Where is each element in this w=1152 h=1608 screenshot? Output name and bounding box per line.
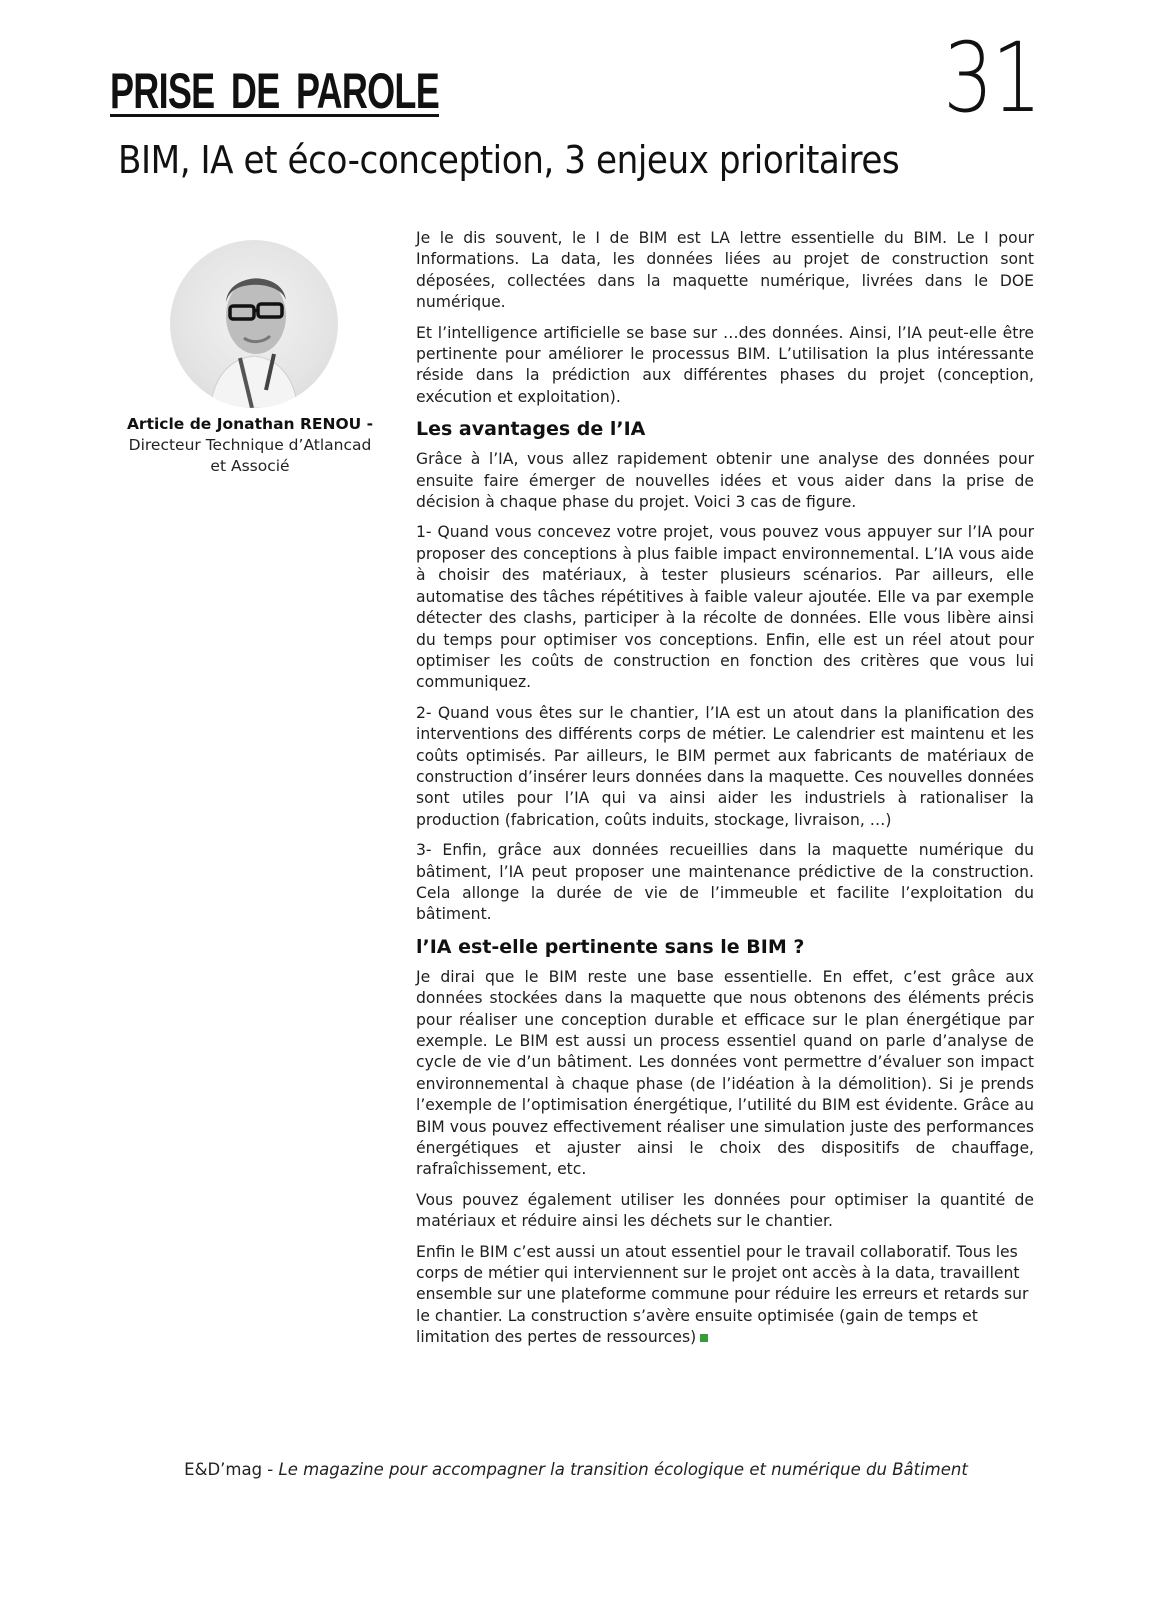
paragraph: 3- Enfin, grâce aux données recueillies dans la maquette numérique du bâtiment, l’IA peut proposer une maintenance prédictive de la construction. Cela allonge la durée de vie de l’immeuble et facilite l’exploitation du bâtiment. (416, 841, 1034, 924)
paragraph: 2- Quand vous êtes sur le chantier, l’IA est un atout dans la planification des interventions des différents corps de métier. Le calendrier est maintenu et les coûts optimisés. Par ailleurs, le BIM permet aux fabricants de matériaux de construction d’insérer leurs données dans la maquette. Ces nouvelles données sont utiles pour l’IA qui va ainsi aider les industriels à rationaliser la production (fabrication, coûts induits, stockage, livraison, …) (416, 703, 1034, 829)
footer-tagline: Le magazine pour accompagner la transition écologique et numérique du Bâtiment (278, 1460, 968, 1479)
article-body (416, 228, 1034, 1358)
paragraph-text: Enfin le BIM c’est aussi un atout essentiel pour le travail collaboratif. Tous les corps de métier qui interviennent sur le projet ont accès à la data, travaillent ensemble sur une plateforme commune pour réduire les erreurs et retards sur le chantier. La construction s’avère ensuite optimisée (gain de temps et limitation des pertes de ressources) (416, 1242, 1029, 1347)
article-subtitle: BIM, IA et éco-conception, 3 enjeux prioritaires (118, 138, 900, 182)
paragraph: Vous pouvez également utiliser les données pour optimiser la quantité de matériaux et réduire ainsi les déchets sur le chantier. (416, 1190, 1034, 1231)
author-company: et Associé (210, 457, 290, 475)
author-photo (170, 240, 338, 408)
end-mark-icon (700, 1334, 708, 1342)
paragraph: Grâce à l’IA, vous allez rapidement obtenir une analyse des données pour ensuite faire émerger de nouvelles idées et vous aider dans la prise de décision à chaque phase du projet. Voici 3 cas de figure. (416, 450, 1034, 512)
page-footer (0, 1460, 1152, 1479)
page-number: 31 (943, 22, 1040, 134)
author-name: Article de Jonathan RENOU - (126, 415, 374, 433)
section-rubric: PRISE DE PAROLE (110, 63, 439, 119)
intro-paragraph-1: Je le dis souvent, le I de BIM est LA lettre essentielle du BIM. Le I pour Informations. La data, les données liées au projet de construction sont déposées, collectées dans la maquette numérique, livrées dans le DOE numérique. (416, 229, 1034, 312)
section-heading-relevance: l’IA est-elle pertinente sans le BIM ? (416, 935, 805, 958)
footer-brand: E&D’mag (184, 1460, 263, 1479)
final-paragraph (416, 1242, 1034, 1349)
paragraph: 1- Quand vous concevez votre projet, vous pouvez vous appuyer sur l’IA pour proposer des conceptions à plus faible impact environnemental. L’IA vous aide à choisir des matériaux, à tester plusieurs scénarios. Par ailleurs, elle automatise des tâches répétitives à faible valeur ajoutée. Elle va par exemple détecter des clashs, participer à la récolte de données. Elle vous libère ainsi du temps pour optimiser vos conceptions. Enfin, elle est un réel atout pour optimiser les coûts de construction en fonction des critères que vous lui communiquez. (416, 523, 1034, 692)
portrait-icon (170, 240, 338, 408)
section-heading-advantages: Les avantages de l’IA (416, 418, 646, 441)
author-role: Directeur Technique d’Atlancad (128, 436, 372, 454)
paragraph: Je dirai que le BIM reste une base essentielle. En effet, c’est grâce aux données stockées dans la maquette que nous obtenons des éléments précis pour réaliser une conception durable et efficace sur le plan énergétique par exemple. Le BIM est aussi un process essentiel quand on parle d’analyse de cycle de vie d’un bâtiment. Les données vont permettre d’évaluer son impact environnemental à chaque phase (de l’idéation à la démolition). Si je prends l’exemple de l’optimisation énergétique, l’utilité du BIM est évidente. Grâce au BIM vous pouvez effectivement réaliser une simulation juste des performances énergétiques et ajuster ainsi le choix des dispositifs de chauffage, rafraîchissement, etc. (416, 967, 1034, 1179)
author-caption (105, 414, 395, 477)
footer-separator: - (262, 1460, 279, 1479)
intro-paragraph-2: Et l’intelligence artificielle se base sur …des données. Ainsi, l’IA peut-elle être pertinente pour améliorer le processus BIM. L’utilisation la plus intéressante réside dans la prédiction aux différentes phases du projet (conception, exécution et exploitation). (416, 323, 1034, 406)
